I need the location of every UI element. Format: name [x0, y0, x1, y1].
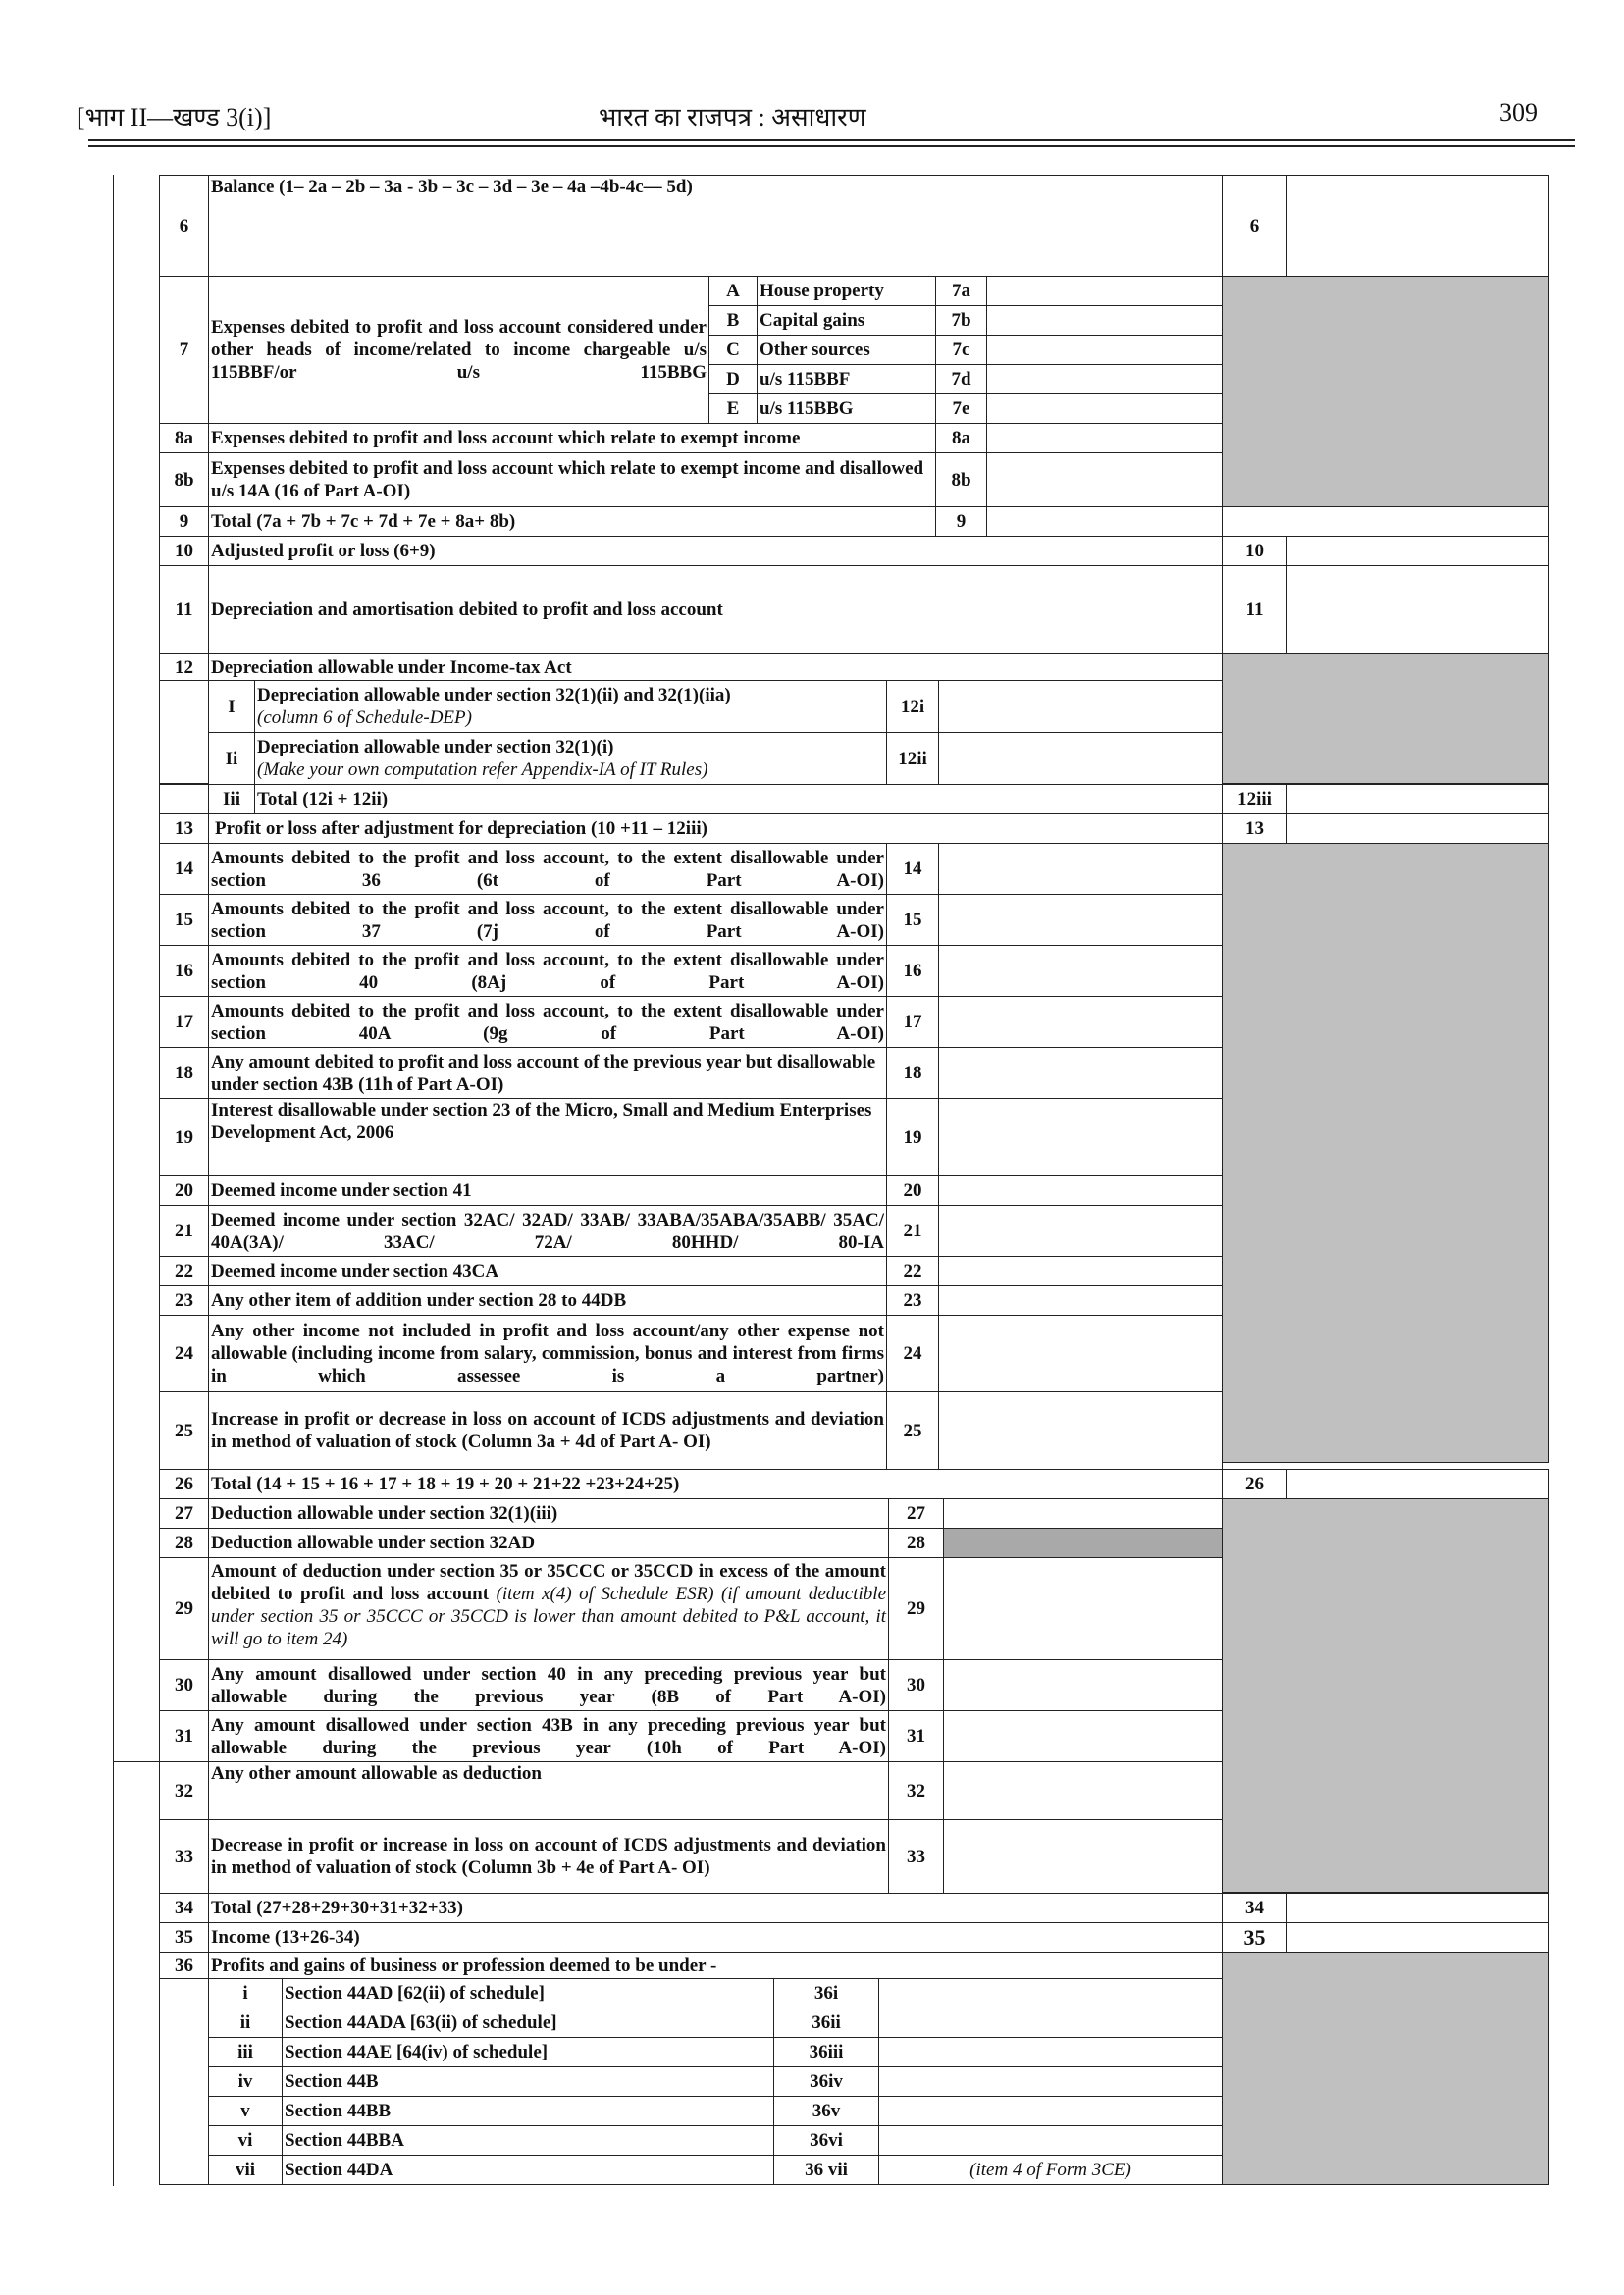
row-7d-value-field[interactable]	[986, 364, 1223, 394]
row-33-label: Decrease in profit or increase in loss on account of ICDS adjustments and deviation in method of valuation of stock (Column 3b + 4e of Part A- OI)	[208, 1819, 889, 1894]
row-7-number: 7	[159, 276, 209, 424]
row-36vi-value-field[interactable]	[878, 2125, 1223, 2156]
row-11-number: 11	[159, 565, 209, 654]
row-26-number: 26	[159, 1469, 209, 1499]
row-12-label: Depreciation allowable under Income-tax Act	[208, 653, 1223, 681]
shaded-block-7-8	[1222, 276, 1549, 507]
row-36iv-roman: iv	[208, 2066, 283, 2097]
row-33-number: 33	[159, 1819, 209, 1894]
row-32-number: 32	[159, 1761, 209, 1820]
row-12ii-text: Depreciation allowable under section 32(1)(i)	[257, 737, 614, 757]
row-36vii-code: 36 vii	[773, 2155, 879, 2185]
row-20-label: Deemed income under section 41	[208, 1175, 887, 1206]
row-6-code: 6	[1222, 175, 1287, 277]
row-36ii-value-field[interactable]	[878, 2008, 1223, 2038]
row-7b-code: 7b	[935, 305, 987, 336]
row-34-code: 34	[1222, 1893, 1287, 1923]
row-18-code: 18	[886, 1047, 939, 1099]
row-36i-roman: i	[208, 1978, 283, 2008]
row-14-value-field[interactable]	[938, 843, 1223, 895]
row-24-label: Any other income not included in profit and loss account/any other expense not allowable (including income from salary, commission, bonus and interest from firms in which assessee is a partner)	[208, 1315, 887, 1392]
row-8a-number: 8a	[159, 423, 209, 453]
row-24-value-field[interactable]	[938, 1315, 1223, 1392]
row-36v-code: 36v	[773, 2096, 879, 2126]
row-22-code: 22	[886, 1256, 939, 1286]
row-12i-roman: I	[208, 680, 255, 733]
row-12-sub-number-blank	[159, 680, 209, 784]
row-36ii-roman: ii	[208, 2008, 283, 2038]
row-7c-value-field[interactable]	[986, 335, 1223, 365]
row-6-number: 6	[159, 175, 209, 277]
row-16-label: Amounts debited to the profit and loss account, to the extent disallowable under section 40 (8Aj of Part A-OI)	[208, 945, 887, 997]
row-10-number: 10	[159, 536, 209, 566]
row-19-number: 19	[159, 1098, 209, 1176]
row-24-code: 24	[886, 1315, 939, 1392]
row-34-label: Total (27+28+29+30+31+32+33)	[208, 1893, 1223, 1923]
row-35-code: 35	[1222, 1922, 1287, 1953]
row-13-label: Profit or loss after adjustment for depreciation (10 +11 – 12iii)	[208, 813, 1223, 844]
row-20-value-field[interactable]	[938, 1175, 1223, 1206]
row-11-code: 11	[1222, 565, 1287, 654]
row-26-label: Total (14 + 15 + 16 + 17 + 18 + 19 + 20 + 21+22 +23+24+25)	[208, 1469, 1223, 1499]
row-7b-label: Capital gains	[757, 305, 936, 336]
row-32-label: Any other amount allowable as deduction	[208, 1761, 889, 1820]
row-23-number: 23	[159, 1285, 209, 1316]
row-7a-code: 7a	[935, 276, 987, 306]
row-27-value-field[interactable]	[943, 1498, 1223, 1529]
row-28-number: 28	[159, 1528, 209, 1558]
row-36v-label: Section 44BB	[282, 2096, 774, 2126]
row-36i-value-field[interactable]	[878, 1978, 1223, 2008]
row-6-label: Balance (1– 2a – 2b – 3a - 3b – 3c – 3d – 3e – 4a –4b-4c— 5d)	[208, 175, 1223, 277]
row-36vi-label: Section 44BBA	[282, 2125, 774, 2156]
row-32-value-field[interactable]	[943, 1761, 1223, 1820]
row-21-value-field[interactable]	[938, 1205, 1223, 1257]
row-12ii-note: (Make your own computation refer Appendix-IA of IT Rules)	[257, 759, 708, 780]
row-27-label: Deduction allowable under section 32(1)(iii)	[208, 1498, 889, 1529]
row-20-number: 20	[159, 1175, 209, 1206]
row-36vii-roman: vii	[208, 2155, 283, 2185]
row-35-number: 35	[159, 1922, 209, 1953]
row-12iii-value-field[interactable]	[1286, 784, 1549, 814]
row-7b-letter: B	[708, 305, 758, 336]
row-7b-value-field[interactable]	[986, 305, 1223, 336]
row-36vii-label: Section 44DA	[282, 2155, 774, 2185]
row-11-value-field[interactable]	[1286, 565, 1549, 654]
row-9-value-field[interactable]	[986, 506, 1223, 537]
header-rule-bottom	[88, 145, 1575, 147]
row-8b-code: 8b	[935, 452, 987, 507]
row-19-value-field[interactable]	[938, 1098, 1223, 1176]
row-12ii-value-field[interactable]	[938, 732, 1223, 785]
row-36ii-label: Section 44ADA [63(ii) of schedule]	[282, 2008, 774, 2038]
row-22-value-field[interactable]	[938, 1256, 1223, 1286]
row-29-code: 29	[888, 1557, 944, 1660]
row-31-value-field[interactable]	[943, 1710, 1223, 1762]
row-29-value-field[interactable]	[943, 1557, 1223, 1660]
row-29-note: (item x(4) of Schedule ESR) (if amount deductible under section 35 or 35CCC or 35CCD is lower than amount debited to P&L account, it will go to item 24)	[211, 1584, 887, 1649]
row-36iv-value-field[interactable]	[878, 2066, 1223, 2097]
row-9-code: 9	[935, 506, 987, 537]
row-7d-letter: D	[708, 364, 758, 394]
row-12ii-code: 12ii	[886, 732, 939, 785]
row-12i-value-field[interactable]	[938, 680, 1223, 733]
row-36i-label: Section 44AD [62(ii) of schedule]	[282, 1978, 774, 2008]
row-12iii-roman: Iii	[208, 784, 255, 814]
row-14-number: 14	[159, 843, 209, 895]
row-35-label: Income (13+26-34)	[208, 1922, 1223, 1953]
row-16-code: 16	[886, 945, 939, 997]
row-13-value-field[interactable]	[1286, 813, 1549, 844]
row-36-label: Profits and gains of business or profession deemed to be under -	[208, 1952, 1223, 1979]
row-25-value-field[interactable]	[938, 1391, 1223, 1470]
row-17-value-field[interactable]	[938, 996, 1223, 1048]
row-12iii-label: Total (12i + 12ii)	[254, 784, 1223, 814]
row-25-label: Increase in profit or decrease in loss on account of ICDS adjustments and deviation in method of valuation of stock (Column 3a + 4d of Part A- OI)	[208, 1391, 887, 1470]
row-7e-letter: E	[708, 393, 758, 424]
row-31-code: 31	[888, 1710, 944, 1762]
row-34-number: 34	[159, 1893, 209, 1923]
row-29-text: Amount of deduction under section 35 or 35CCC or 35CCD in excess of the amount debited to profit and loss account	[211, 1561, 886, 1604]
row-15-value-field[interactable]	[938, 894, 1223, 946]
row-36iv-label: Section 44B	[282, 2066, 774, 2097]
row-10-label: Adjusted profit or loss (6+9)	[208, 536, 1223, 566]
row-36vi-roman: vi	[208, 2125, 283, 2156]
row-30-label: Any amount disallowed under section 40 in any preceding previous year but allowable during the previous year (8B of Part A-OI)	[208, 1659, 889, 1711]
row-15-code: 15	[886, 894, 939, 946]
row-18-value-field[interactable]	[938, 1047, 1223, 1099]
row-21-code: 21	[886, 1205, 939, 1257]
row-7a-label: House property	[757, 276, 936, 306]
row-18-label: Any amount debited to profit and loss account of the previous year but disallowable under section 43B (11h of Part A-OI)	[208, 1047, 887, 1099]
row-35-value-field[interactable]	[1286, 1922, 1549, 1953]
row-8b-value-field[interactable]	[986, 452, 1223, 507]
row-9-blank	[1222, 506, 1549, 537]
shaded-block-36	[1222, 1952, 1549, 2185]
margin-connector	[113, 1761, 160, 1762]
row-7e-value-field[interactable]	[986, 393, 1223, 424]
row-7a-letter: A	[708, 276, 758, 306]
row-36iii-roman: iii	[208, 2037, 283, 2067]
row-36-number: 36	[159, 1952, 209, 1979]
row-12i-code: 12i	[886, 680, 939, 733]
row-36vi-code: 36vi	[773, 2125, 879, 2156]
row-25-number: 25	[159, 1391, 209, 1470]
row-11-label: Depreciation and amortisation debited to profit and loss account	[208, 565, 1223, 654]
row-14-label: Amounts debited to the profit and loss account, to the extent disallowable under section 36 (6t of Part A-OI)	[208, 843, 887, 895]
row-7c-label: Other sources	[757, 335, 936, 365]
row-28-value-shaded	[943, 1528, 1223, 1558]
row-16-value-field[interactable]	[938, 945, 1223, 997]
shaded-block-27-33	[1222, 1498, 1549, 1893]
row-8a-value-field[interactable]	[986, 423, 1223, 453]
row-31-label: Any amount disallowed under section 43B in any preceding previous year but allowable during the previous year (10h of Part A-OI)	[208, 1710, 889, 1762]
row-33-code: 33	[888, 1819, 944, 1894]
row-15-label: Amounts debited to the profit and loss account, to the extent disallowable under section 37 (7j of Part A-OI)	[208, 894, 887, 946]
row-21-number: 21	[159, 1205, 209, 1257]
row-20-code: 20	[886, 1175, 939, 1206]
row-29-number: 29	[159, 1557, 209, 1660]
row-8a-label: Expenses debited to profit and loss account which relate to exempt income	[208, 423, 936, 453]
row-36i-code: 36i	[773, 1978, 879, 2008]
row-10-value-field[interactable]	[1286, 536, 1549, 566]
row-21-label: Deemed income under section 32AC/ 32AD/ 33AB/ 33ABA/35ABA/35ABB/ 35AC/ 40A(3A)/ 33AC/ 72A/ 80HHD/ 80-IA	[208, 1205, 887, 1257]
row-36iii-code: 36iii	[773, 2037, 879, 2067]
row-27-code: 27	[888, 1498, 944, 1529]
row-7a-value-field[interactable]	[986, 276, 1223, 306]
row-7e-label: u/s 115BBG	[757, 393, 936, 424]
row-7e-code: 7e	[935, 393, 987, 424]
row-17-label: Amounts debited to the profit and loss account, to the extent disallowable under section 40A (9g of Part A-OI)	[208, 996, 887, 1048]
row-36v-value-field[interactable]	[878, 2096, 1223, 2126]
row-27-number: 27	[159, 1498, 209, 1529]
row-28-label: Deduction allowable under section 32AD	[208, 1528, 889, 1558]
row-16-number: 16	[159, 945, 209, 997]
row-31-number: 31	[159, 1710, 209, 1762]
row-36iii-label: Section 44AE [64(iv) of schedule]	[282, 2037, 774, 2067]
shaded-block-14-25	[1222, 843, 1549, 1463]
row-12i-note: (column 6 of Schedule-DEP)	[257, 707, 472, 728]
row-12i-label	[254, 680, 887, 733]
row-19-label: Interest disallowable under section 23 of the Micro, Small and Medium Enterprises Development Act, 2006	[208, 1098, 887, 1176]
row-36iii-value-field[interactable]	[878, 2037, 1223, 2067]
row-7d-code: 7d	[935, 364, 987, 394]
row-12iii-code: 12iii	[1222, 784, 1287, 814]
row-23-value-field[interactable]	[938, 1285, 1223, 1316]
row-23-code: 23	[886, 1285, 939, 1316]
row-7-label: Expenses debited to profit and loss account considered under other heads of income/related to income chargeable u/s 115BBF/or u/s 115BBG	[208, 276, 709, 424]
header-rule-top	[88, 139, 1575, 141]
row-10-code: 10	[1222, 536, 1287, 566]
row-14-code: 14	[886, 843, 939, 895]
row-36ii-code: 36ii	[773, 2008, 879, 2038]
row-7c-code: 7c	[935, 335, 987, 365]
row-6-value-field[interactable]	[1286, 175, 1549, 277]
row-28-code: 28	[888, 1528, 944, 1558]
row-26-value-field[interactable]	[1286, 1469, 1549, 1499]
row-13-code: 13	[1222, 813, 1287, 844]
row-34-value-field[interactable]	[1286, 1893, 1549, 1923]
row-12-number: 12	[159, 653, 209, 681]
row-22-label: Deemed income under section 43CA	[208, 1256, 887, 1286]
row-36vii-value-field[interactable]: (item 4 of Form 3CE)	[878, 2155, 1223, 2185]
row-12ii-label	[254, 732, 887, 785]
row-26-code: 26	[1222, 1469, 1287, 1499]
row-17-number: 17	[159, 996, 209, 1048]
row-33-value-field[interactable]	[943, 1819, 1223, 1894]
row-12i-text: Depreciation allowable under section 32(1)(ii) and 32(1)(iia)	[257, 685, 731, 705]
row-13-number: 13	[159, 813, 209, 844]
gazette-title: भारत का राजपत्र : असाधारण	[599, 103, 866, 131]
row-12ii-roman: Ii	[208, 732, 255, 785]
row-30-value-field[interactable]	[943, 1659, 1223, 1711]
row-17-code: 17	[886, 996, 939, 1048]
row-7c-letter: C	[708, 335, 758, 365]
row-8b-label: Expenses debited to profit and loss account which relate to exempt income and disallowed u/s 14A (16 of Part A-OI)	[208, 452, 936, 507]
shaded-block-12	[1222, 653, 1549, 784]
row-32-code: 32	[888, 1761, 944, 1820]
row-25-code: 25	[886, 1391, 939, 1470]
row-36-sub-number-blank	[159, 1978, 209, 2185]
margin-line	[113, 175, 114, 2186]
row-36iv-code: 36iv	[773, 2066, 879, 2097]
row-23-label: Any other item of addition under section 28 to 44DB	[208, 1285, 887, 1316]
row-15-number: 15	[159, 894, 209, 946]
row-9-label: Total (7a + 7b + 7c + 7d + 7e + 8a+ 8b)	[208, 506, 936, 537]
row-9-number: 9	[159, 506, 209, 537]
row-22-number: 22	[159, 1256, 209, 1286]
row-18-number: 18	[159, 1047, 209, 1099]
row-19-code: 19	[886, 1098, 939, 1176]
row-12iii-number-blank	[159, 784, 209, 814]
row-36v-roman: v	[208, 2096, 283, 2126]
row-29-label	[208, 1557, 889, 1660]
row-7d-label: u/s 115BBF	[757, 364, 936, 394]
row-8b-number: 8b	[159, 452, 209, 507]
page-number: 309	[1499, 98, 1538, 127]
row-30-number: 30	[159, 1659, 209, 1711]
row-24-number: 24	[159, 1315, 209, 1392]
row-8a-code: 8a	[935, 423, 987, 453]
part-section-label: [भाग II—खण्ड 3(i)]	[77, 103, 272, 131]
row-30-code: 30	[888, 1659, 944, 1711]
